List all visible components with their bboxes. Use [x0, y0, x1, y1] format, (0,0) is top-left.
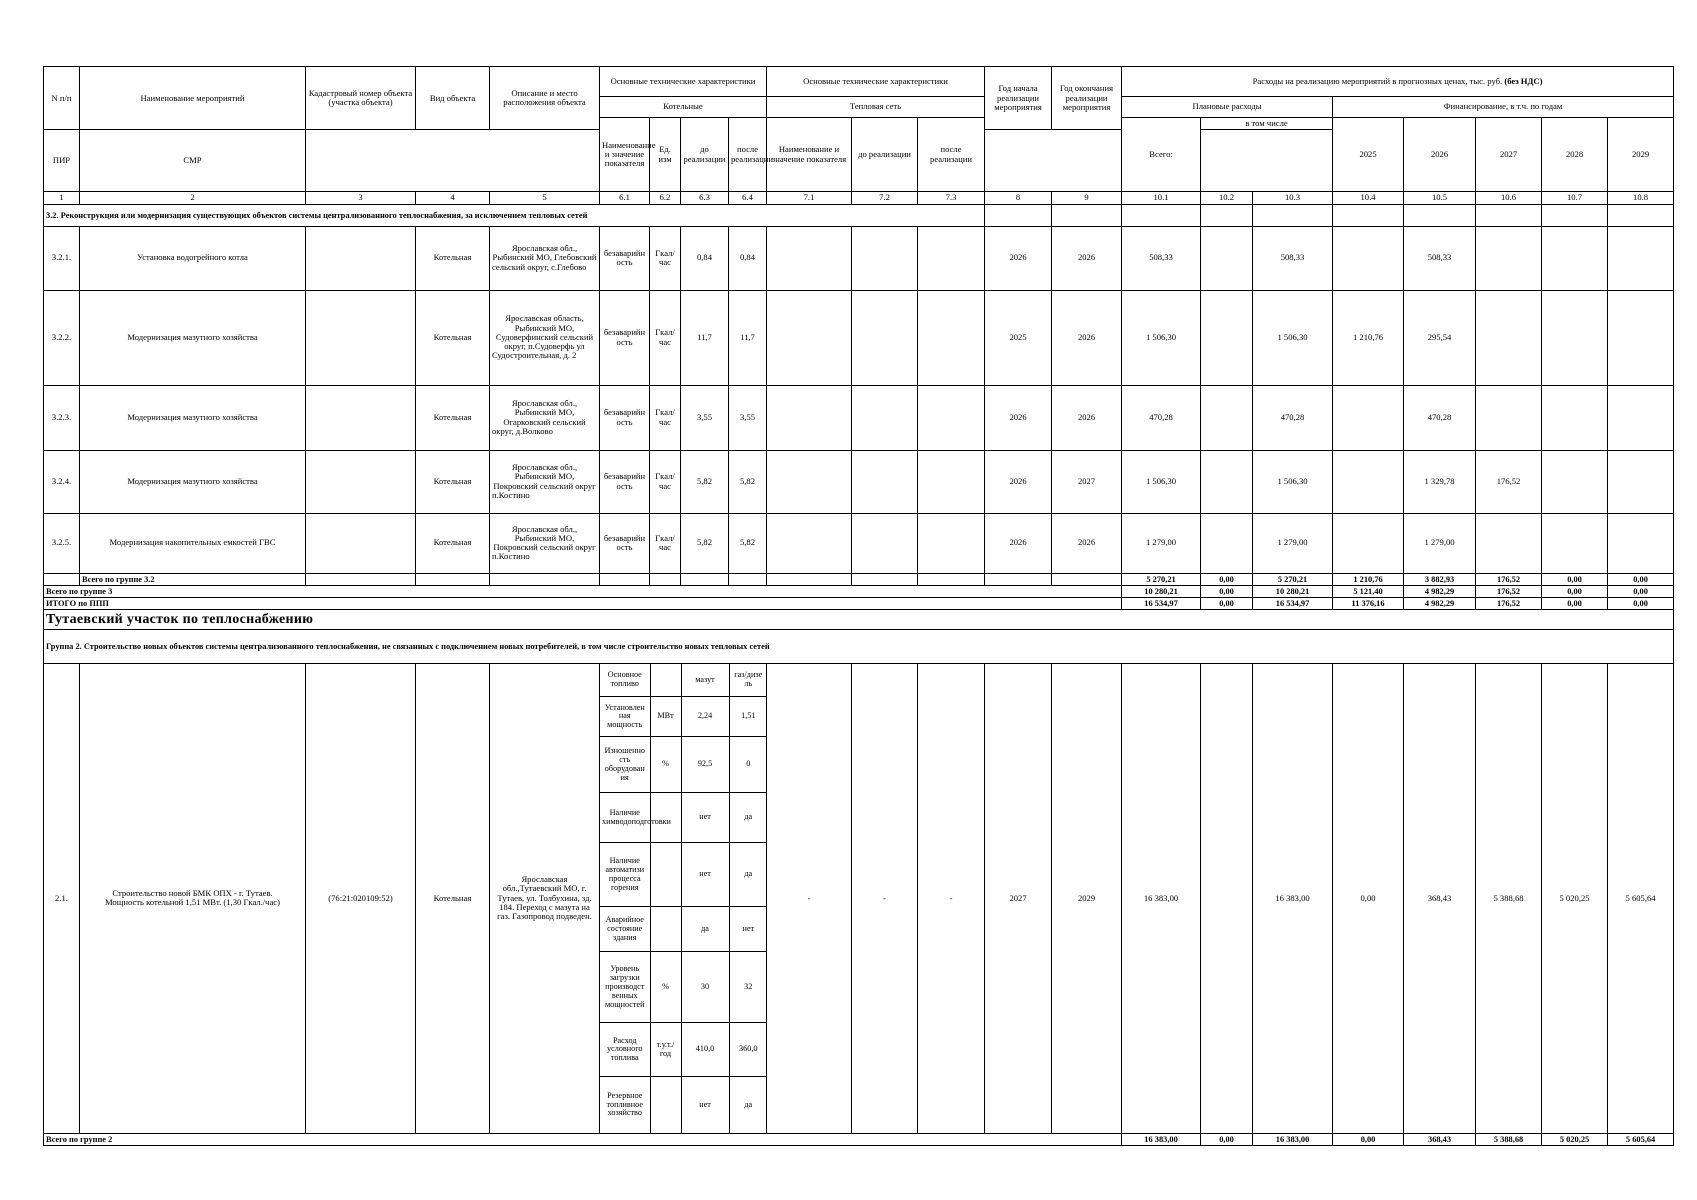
row-net-before: - — [852, 663, 918, 1133]
total-label: Всего по группе 2 — [44, 1133, 1122, 1145]
row-indicator: безаварийн ость — [600, 513, 650, 573]
total-value: 16 534,97 — [1122, 597, 1201, 609]
row-unit: Гкал/час — [650, 385, 681, 450]
row-total: 1 506,30 — [1122, 450, 1201, 513]
tech-before: да — [681, 907, 729, 952]
row-end: 2026 — [1052, 385, 1122, 450]
row-total: 470,28 — [1122, 385, 1201, 450]
investment-program-table — [43, 66, 1674, 1146]
row-num: 3.2.5. — [44, 513, 80, 573]
row-smr: 1 279,00 — [1253, 513, 1333, 573]
row-start: 2026 — [985, 450, 1052, 513]
tech-unit: % — [650, 737, 681, 793]
row-smr: 508,33 — [1253, 226, 1333, 290]
total-row — [44, 1133, 1674, 1145]
row-unit: Гкал/час — [650, 226, 681, 290]
total-pir: 0,00 — [1201, 573, 1253, 585]
header-boiler: Котельные — [600, 97, 767, 118]
row-2026: 295,54 — [1404, 290, 1476, 385]
row-before: 5,82 — [681, 450, 729, 513]
row-2027: 5 388,68 — [1476, 663, 1542, 1133]
header-object-type: Вид объекта — [416, 67, 490, 130]
table-row — [44, 450, 1674, 513]
row-end: 2027 — [1052, 450, 1122, 513]
row-type: Котельная — [416, 663, 490, 1133]
total-2029: 0,00 — [1608, 585, 1674, 597]
row-name: Установка водогрейного котла — [80, 226, 306, 290]
header-incl: в том числе — [1201, 118, 1333, 130]
row-2026: 1 279,00 — [1404, 513, 1476, 573]
total-2026: 368,43 — [1404, 1133, 1476, 1145]
row-2027 — [1476, 385, 1542, 450]
header-boiler-unit: Ед. изм — [650, 118, 681, 192]
colnum: 2 — [80, 192, 306, 204]
row-name: Модернизация накопительных емкостей ГВС — [80, 513, 306, 573]
row-indicator: безаварийн ость — [600, 226, 650, 290]
row-2025 — [1333, 513, 1404, 573]
total-2027: 176,52 — [1476, 573, 1542, 585]
row-name: Модернизация мазутного хозяйства — [80, 385, 306, 450]
total-2026: 4 982,29 — [1404, 597, 1476, 609]
total-label: Всего по группе 3 — [44, 585, 1122, 597]
row-2025 — [1333, 385, 1404, 450]
tech-unit — [650, 664, 681, 697]
header-boiler-before: до реализации — [681, 118, 729, 192]
row-type: Котельная — [416, 513, 490, 573]
colnum: 10.6 — [1476, 192, 1542, 204]
colnum: 7.1 — [767, 192, 852, 204]
row-num: 3.2.2. — [44, 290, 80, 385]
row-2026: 508,33 — [1404, 226, 1476, 290]
tech-unit — [650, 843, 681, 907]
header-2029: 2029 — [1608, 118, 1674, 192]
total-smr: 16 383,00 — [1253, 1133, 1333, 1145]
tech-unit: МВт — [650, 697, 681, 737]
colnum: 3 — [306, 192, 416, 204]
row-num: 3.2.1. — [44, 226, 80, 290]
row-2025: 1 210,76 — [1333, 290, 1404, 385]
row-unit: Гкал/час — [650, 450, 681, 513]
row-total: 16 383,00 — [1122, 663, 1201, 1133]
total-pir: 0,00 — [1201, 585, 1253, 597]
tech-characteristics-table — [600, 663, 767, 1133]
total-row — [44, 573, 1674, 585]
tech-indicator: Установлен ная мощность — [600, 697, 650, 737]
tech-after: газ/дизе ль — [729, 664, 767, 697]
row-location: Ярославская обл., Рыбинский МО, Огарковский сельский округ, д.Волково — [490, 385, 600, 450]
total-2025: 0,00 — [1333, 1133, 1404, 1145]
header-planned: Плановые расходы — [1122, 97, 1333, 118]
total-2029: 0,00 — [1608, 597, 1674, 609]
colnum: 6.3 — [681, 192, 729, 204]
row-indicator: безаварийн ость — [600, 450, 650, 513]
row-after: 5,82 — [729, 450, 767, 513]
total-2029: 0,00 — [1608, 573, 1674, 585]
colnum: 10.2 — [1201, 192, 1253, 204]
total-2025: 1 210,76 — [1333, 573, 1404, 585]
section-title-3-2: 3.2. Реконструкция или модернизация существующих объектов системы централизованного теплоснабжения, за исключением тепловых сетей — [44, 204, 985, 226]
row-end: 2026 — [1052, 290, 1122, 385]
row-2027 — [1476, 513, 1542, 573]
row-total: 508,33 — [1122, 226, 1201, 290]
row-start: 2026 — [985, 513, 1052, 573]
colnum: 10.4 — [1333, 192, 1404, 204]
row-total: 1 506,30 — [1122, 290, 1201, 385]
tech-indicator: Аварийное состояние здания — [600, 907, 650, 952]
header-2025: 2025 — [1333, 118, 1404, 192]
total-value: 10 280,21 — [1122, 585, 1201, 597]
tech-before: 92,5 — [681, 737, 729, 793]
row-2028: 5 020,25 — [1542, 663, 1608, 1133]
tech-before: 410,0 — [681, 1023, 729, 1077]
row-before: 0,84 — [681, 226, 729, 290]
header-pir: ПИР — [44, 130, 80, 192]
tech-unit — [650, 1077, 681, 1133]
row-2029: 5 605,64 — [1608, 663, 1674, 1133]
row-type: Котельная — [416, 385, 490, 450]
colnum: 7.2 — [852, 192, 918, 204]
tech-after: да — [729, 793, 767, 843]
total-smr: 10 280,21 — [1253, 585, 1333, 597]
row-num: 2.1. — [44, 663, 80, 1133]
header-tech-boiler: Основные технические характеристики — [600, 67, 767, 97]
row-2026: 368,43 — [1404, 663, 1476, 1133]
tech-before: нет — [681, 793, 729, 843]
tech-before: 30 — [681, 952, 729, 1023]
row-type: Котельная — [416, 450, 490, 513]
row-2027: 176,52 — [1476, 450, 1542, 513]
total-2027: 176,52 — [1476, 597, 1542, 609]
header-location: Описание и место расположения объекта — [490, 67, 600, 130]
tech-after: 1,51 — [729, 697, 767, 737]
row-2027 — [1476, 290, 1542, 385]
header-cadastral: Кадастровый номер объекта (участка объекта) — [306, 67, 416, 130]
header-heatnet: Тепловая сеть — [767, 97, 985, 118]
tech-indicator: Уровень загрузки производст венных мощностей — [600, 952, 650, 1023]
row-type: Котельная — [416, 226, 490, 290]
total-2028: 0,00 — [1542, 585, 1608, 597]
colnum: 10.8 — [1608, 192, 1674, 204]
table-row — [44, 513, 1674, 573]
row-before: 5,82 — [681, 513, 729, 573]
row-2025 — [1333, 226, 1404, 290]
table-row — [44, 290, 1674, 385]
row-indicator: безаварийн ость — [600, 385, 650, 450]
tech-indicator: Основное топливо — [600, 664, 650, 697]
total-2026: 3 882,93 — [1404, 573, 1476, 585]
total-value: 16 383,00 — [1122, 1133, 1201, 1145]
tech-indicator: Резервное топливное хозяйство — [600, 1077, 650, 1133]
row-2027 — [1476, 226, 1542, 290]
total-2029: 5 605,64 — [1608, 1133, 1674, 1145]
table-row — [44, 663, 1674, 1133]
tech-after: нет — [729, 907, 767, 952]
header-boiler-indicator: Наименование и значение показателя — [600, 118, 650, 192]
row-start: 2027 — [985, 663, 1052, 1133]
tech-indicator: Наличие химводоподготовки — [600, 793, 650, 843]
total-2028: 0,00 — [1542, 573, 1608, 585]
row-2025 — [1333, 450, 1404, 513]
row-type: Котельная — [416, 290, 490, 385]
total-row — [44, 585, 1674, 597]
colnum: 5 — [490, 192, 600, 204]
tech-before: мазут — [681, 664, 729, 697]
tech-after: да — [729, 1077, 767, 1133]
header-financing: Финансирование, в т.ч. по годам — [1333, 97, 1674, 118]
header-total: Всего: — [1122, 118, 1201, 192]
colnum: 6.1 — [600, 192, 650, 204]
row-location: Ярославская область, Рыбинский МО, Судоверфинский сельский округ, п.Судоверфь ул Судостроительная, д. 2 — [490, 290, 600, 385]
row-num: 3.2.3. — [44, 385, 80, 450]
tech-after: 360,0 — [729, 1023, 767, 1077]
header-net-after: после реализации — [918, 118, 985, 192]
header-num: N п/п — [44, 67, 80, 130]
row-smr: 1 506,30 — [1253, 290, 1333, 385]
colnum: 9 — [1052, 192, 1122, 204]
row-name: Строительство новой БМК ОПХ - г. Тутаев. Мощность котельной 1,51 МВт. (1,30 Гкал./час) — [80, 663, 306, 1133]
row-2026: 1 329,78 — [1404, 450, 1476, 513]
row-end: 2026 — [1052, 226, 1122, 290]
colnum: 10.5 — [1404, 192, 1476, 204]
tech-after: 32 — [729, 952, 767, 1023]
tech-after: 0 — [729, 737, 767, 793]
row-2025: 0,00 — [1333, 663, 1404, 1133]
row-location: Ярославская обл., Рыбинский МО, Глебовский сельский округ, с.Глебово — [490, 226, 600, 290]
row-location: Ярославская обл.,Тутаевский МО, г. Тутаев, ул. Толбухина, зд. 184. Переход с мазута на газ. Газопровод подведен. — [490, 663, 600, 1133]
row-smr: 470,28 — [1253, 385, 1333, 450]
total-value: 5 270,21 — [1122, 573, 1201, 585]
total-2027: 5 388,68 — [1476, 1133, 1542, 1145]
row-net-after: - — [918, 663, 985, 1133]
row-2026: 470,28 — [1404, 385, 1476, 450]
header-expenses: Расходы на реализацию мероприятий в прогнозных ценах, тыс. руб. (без НДС) — [1122, 67, 1674, 97]
total-smr: 5 270,21 — [1253, 573, 1333, 585]
colnum: 4 — [416, 192, 490, 204]
row-smr: 16 383,00 — [1253, 663, 1333, 1133]
tech-indicator: Изношенно сть оборудован ия — [600, 737, 650, 793]
row-end: 2029 — [1052, 663, 1122, 1133]
total-2025: 5 121,40 — [1333, 585, 1404, 597]
header-net-indicator: Наименование и значение показателя — [767, 118, 852, 192]
tech-before: 2,24 — [681, 697, 729, 737]
tech-after: да — [729, 843, 767, 907]
total-label: ИТОГО по ППП — [44, 597, 1122, 609]
tech-before: нет — [681, 843, 729, 907]
tech-indicator: Наличие автоматизи процесса горения — [600, 843, 650, 907]
header-end-year: Год окончания реализации мероприятия — [1052, 67, 1122, 130]
total-row — [44, 597, 1674, 609]
header-start-year: Год начала реализации мероприятия — [985, 67, 1052, 130]
row-before: 11,7 — [681, 290, 729, 385]
header-tech-net: Основные технические характеристики — [767, 67, 985, 97]
colnum: 7.3 — [918, 192, 985, 204]
row-unit: Гкал/час — [650, 290, 681, 385]
colnum: 6.2 — [650, 192, 681, 204]
row-cadastral: (76:21:020109:52) — [306, 663, 416, 1133]
total-pir: 0,00 — [1201, 597, 1253, 609]
total-2028: 0,00 — [1542, 597, 1608, 609]
tech-unit: % — [650, 952, 681, 1023]
colnum: 8 — [985, 192, 1052, 204]
row-after: 0,84 — [729, 226, 767, 290]
row-before: 3,55 — [681, 385, 729, 450]
total-2026: 4 982,29 — [1404, 585, 1476, 597]
colnum: 10.7 — [1542, 192, 1608, 204]
header-name: Наименование мероприятий — [80, 67, 306, 130]
total-2027: 176,52 — [1476, 585, 1542, 597]
row-after: 5,82 — [729, 513, 767, 573]
row-end: 2026 — [1052, 513, 1122, 573]
row-total: 1 279,00 — [1122, 513, 1201, 573]
total-pir: 0,00 — [1201, 1133, 1253, 1145]
header-2028: 2028 — [1542, 118, 1608, 192]
row-name: Модернизация мазутного хозяйства — [80, 450, 306, 513]
row-name: Модернизация мазутного хозяйства — [80, 290, 306, 385]
table-row — [44, 385, 1674, 450]
row-location: Ярославская обл., Рыбинский МО, Покровский сельский округ п.Костино — [490, 513, 600, 573]
colnum: 10.1 — [1122, 192, 1201, 204]
total-smr: 16 534,97 — [1253, 597, 1333, 609]
header-2026: 2026 — [1404, 118, 1476, 192]
total-2028: 5 020,25 — [1542, 1133, 1608, 1145]
row-start: 2026 — [985, 226, 1052, 290]
row-after: 11,7 — [729, 290, 767, 385]
row-unit: Гкал/час — [650, 513, 681, 573]
tech-before: нет — [681, 1077, 729, 1133]
row-after: 3,55 — [729, 385, 767, 450]
row-start: 2026 — [985, 385, 1052, 450]
section-title-tutaev: Тутаевский участок по теплоснабжению — [44, 609, 1674, 629]
total-2025: 11 376,16 — [1333, 597, 1404, 609]
colnum: 6.4 — [729, 192, 767, 204]
row-smr: 1 506,30 — [1253, 450, 1333, 513]
header-smr: СМР — [80, 130, 306, 192]
tech-unit — [650, 907, 681, 952]
header-net-before: до реализации — [852, 118, 918, 192]
row-start: 2025 — [985, 290, 1052, 385]
header-boiler-after: после реализации — [729, 118, 767, 192]
row-net-indicator: - — [767, 663, 852, 1133]
table-row — [44, 226, 1674, 290]
row-location: Ярославская обл., Рыбинский МО, Покровский сельский округ п.Костино — [490, 450, 600, 513]
row-num: 3.2.4. — [44, 450, 80, 513]
section-title-group-2: Группа 2. Строительство новых объектов системы централизованного теплоснабжения, не связанных с подключением новых потребителей, в том числе строительство новых тепловых сетей — [44, 629, 1674, 663]
spreadsheet-sheet — [43, 66, 1659, 1146]
header-2027: 2027 — [1476, 118, 1542, 192]
total-label: Всего по группе 3.2 — [80, 573, 306, 585]
colnum: 1 — [44, 192, 80, 204]
colnum: 10.3 — [1253, 192, 1333, 204]
tech-indicator: Расход условного топлива — [600, 1023, 650, 1077]
tech-unit: т.у.т./ год — [650, 1023, 681, 1077]
row-indicator: безаварийн ость — [600, 290, 650, 385]
